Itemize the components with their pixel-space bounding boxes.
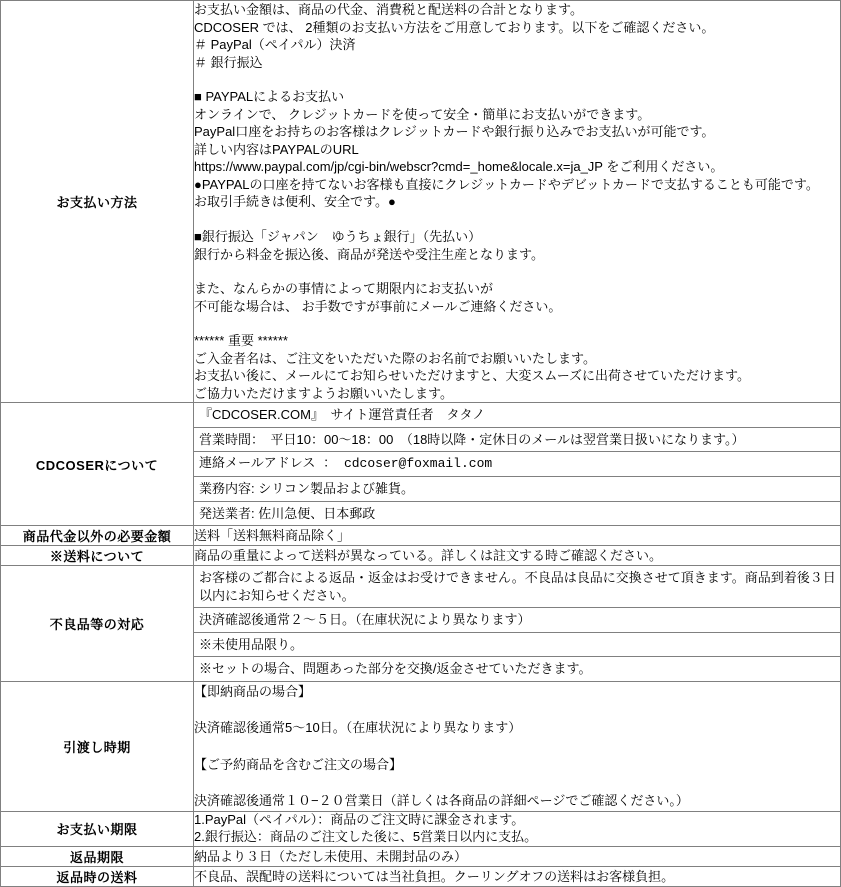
table-row bbox=[1, 566, 841, 682]
row-label-payment-deadline: お支払い期限 bbox=[1, 811, 194, 846]
text-line: ＃ PayPal（ペイパル）決済 bbox=[194, 37, 356, 53]
text-line bbox=[194, 71, 840, 88]
text-line: ご協力いただけますようお願いいたします。 bbox=[194, 385, 453, 401]
row-label-return-deadline: 返品期限 bbox=[1, 846, 194, 866]
text-line: 決済確認後通常１０−２０営業日（詳しくは各商品の詳細ページでご確認ください。） bbox=[194, 793, 689, 809]
text-line: ■ PAYPALによるお支払い bbox=[194, 89, 345, 105]
text-line: 納品より３日（ただし未使用、未開封品のみ） bbox=[194, 848, 468, 864]
row-label-extra-fees: 商品代金以外の必要金額 bbox=[1, 526, 194, 546]
row-label-payment-method: お支払い方法 bbox=[1, 1, 194, 403]
text-line: 2.銀行振込：商品のご注文した後に、5営業日以内に支払。 bbox=[194, 828, 538, 844]
row-label-defective-handling: 不良品等の対応 bbox=[1, 566, 194, 682]
text-line: 1.PayPal（ペイパル）：商品のご注文時に課金されます。 bbox=[194, 811, 525, 827]
sub-row: お客様のご都合による返品・返金はお受けできません。不良品は良品に交換させて頂きます。商品到着後３日以内にお知らせください。 bbox=[194, 566, 840, 608]
text-line bbox=[194, 211, 840, 228]
sub-row: 業務内容: シリコン製品および雑貨。 bbox=[194, 477, 840, 502]
text-line bbox=[194, 263, 840, 280]
table-row bbox=[1, 681, 841, 811]
row-label-about-cdcoser: CDCOSERについて bbox=[1, 403, 194, 526]
text-line: 送料「送料無料商品除く」 bbox=[194, 527, 351, 543]
text-line: ご入金者名は、ご注文をいただいた際のお名前でお願いいたします。 bbox=[194, 350, 596, 366]
row-value-about-cdcoser bbox=[194, 403, 841, 526]
sub-row: ※セットの場合、問題あった部分を交換/返金させていただきます。 bbox=[199, 661, 592, 677]
row-value-return-deadline bbox=[194, 846, 841, 866]
row-value-delivery-time bbox=[194, 681, 841, 811]
table-row bbox=[1, 811, 841, 846]
text-line bbox=[194, 738, 840, 755]
text-line bbox=[194, 774, 840, 791]
row-label-shipping-note: ※送料について bbox=[1, 546, 194, 566]
table-row bbox=[1, 546, 841, 566]
sub-row: 決済確認後通常２〜５日。（在庫状況により異なります） bbox=[194, 608, 840, 633]
sub-row: 『CDCOSER.COM』 サイト運営責任者 タタノ bbox=[194, 403, 840, 428]
row-value-defective-handling bbox=[194, 566, 841, 682]
text-line: 銀行から料金を振込後、商品が発送や受注生産となります。 bbox=[194, 246, 544, 262]
table-row bbox=[1, 846, 841, 866]
text-line: 【ご予約商品を含むご注文の場合】 bbox=[194, 756, 403, 772]
sub-row-group bbox=[194, 566, 840, 681]
text-line: お取引手続きは便利、安全です。● bbox=[194, 194, 396, 210]
row-label-delivery-time: 引渡し時期 bbox=[1, 681, 194, 811]
row-value-payment-deadline bbox=[194, 811, 841, 846]
paypal-url-line[interactable]: https://www.paypal.com/jp/cgi-bin/webscr?cmd=_home&locale.x=ja_JP をご利用ください。 bbox=[194, 159, 724, 175]
text-line: また、なんらかの事情によって期限内にお支払いが bbox=[194, 281, 494, 297]
text-line: CDCOSER では、 2種類のお支払い方法をご用意しております。以下をご確認ください。 bbox=[194, 19, 715, 35]
text-line: 不良品、誤配時の送料については当社負担。クーリングオフの送料はお客様負担。 bbox=[194, 868, 675, 884]
table-row bbox=[1, 1, 841, 403]
text-line bbox=[194, 315, 840, 332]
row-value-payment-method bbox=[194, 1, 841, 403]
table-row bbox=[1, 866, 841, 886]
text-line: オンラインで、 クレジットカードを使って安全・簡単にお支払いができます。 bbox=[194, 106, 651, 122]
text-line: PayPal口座をお持ちのお客様はクレジットカードや銀行振り込みでお支払いが可能です。 bbox=[194, 124, 715, 140]
text-line: 商品の重量によって送料が異なっている。詳しくは註文する時ご確認ください。 bbox=[194, 547, 663, 563]
text-line: 不可能な場合は、 お手数ですが事前にメールご連絡ください。 bbox=[194, 298, 562, 314]
text-line: 詳しい内容はPAYPALのURL bbox=[194, 141, 359, 157]
text-line: お支払い金額は、商品の代金、消費税と配送料の合計となります。 bbox=[194, 2, 583, 17]
row-label-return-shipping: 返品時の送料 bbox=[1, 866, 194, 886]
text-line: 決済確認後通常5〜10日。（在庫状況により異なります） bbox=[194, 720, 522, 736]
text-line: お支払い後に、メールにてお知らせいただけますと、大変スムーズに出荷させていただけます。 bbox=[194, 368, 751, 384]
row-value-shipping-note bbox=[194, 546, 841, 566]
text-line: ＃ 銀行振込 bbox=[194, 54, 263, 70]
table-row bbox=[1, 526, 841, 546]
sub-row: ※未使用品限り。 bbox=[194, 633, 840, 658]
row-value-return-shipping bbox=[194, 866, 841, 886]
sub-row: 営業時間： 平日10：00〜18：00 （18時以降・定休日のメールは翌営業日扱いになります。） bbox=[194, 428, 840, 453]
sub-row-email[interactable]: 連絡メールアドレス ： cdcoser@foxmail.com bbox=[194, 452, 840, 477]
text-line: ●PAYPALの口座を持てないお客様も直接にクレジットカードやデビットカードで支払することも可能です。 bbox=[194, 176, 819, 192]
sub-row-group bbox=[194, 403, 840, 525]
text-line: ****** 重要 ****** bbox=[194, 333, 288, 349]
text-line bbox=[194, 701, 840, 718]
table-body bbox=[1, 1, 841, 887]
row-value-extra-fees bbox=[194, 526, 841, 546]
table-row bbox=[1, 403, 841, 526]
sub-row: 発送業者: 佐川急便、日本郵政 bbox=[199, 505, 376, 521]
text-line: ■銀行振込「ジャパン ゆうちょ銀行」（先払い） bbox=[194, 229, 482, 245]
text-line: 【即納商品の場合】 bbox=[194, 683, 312, 699]
